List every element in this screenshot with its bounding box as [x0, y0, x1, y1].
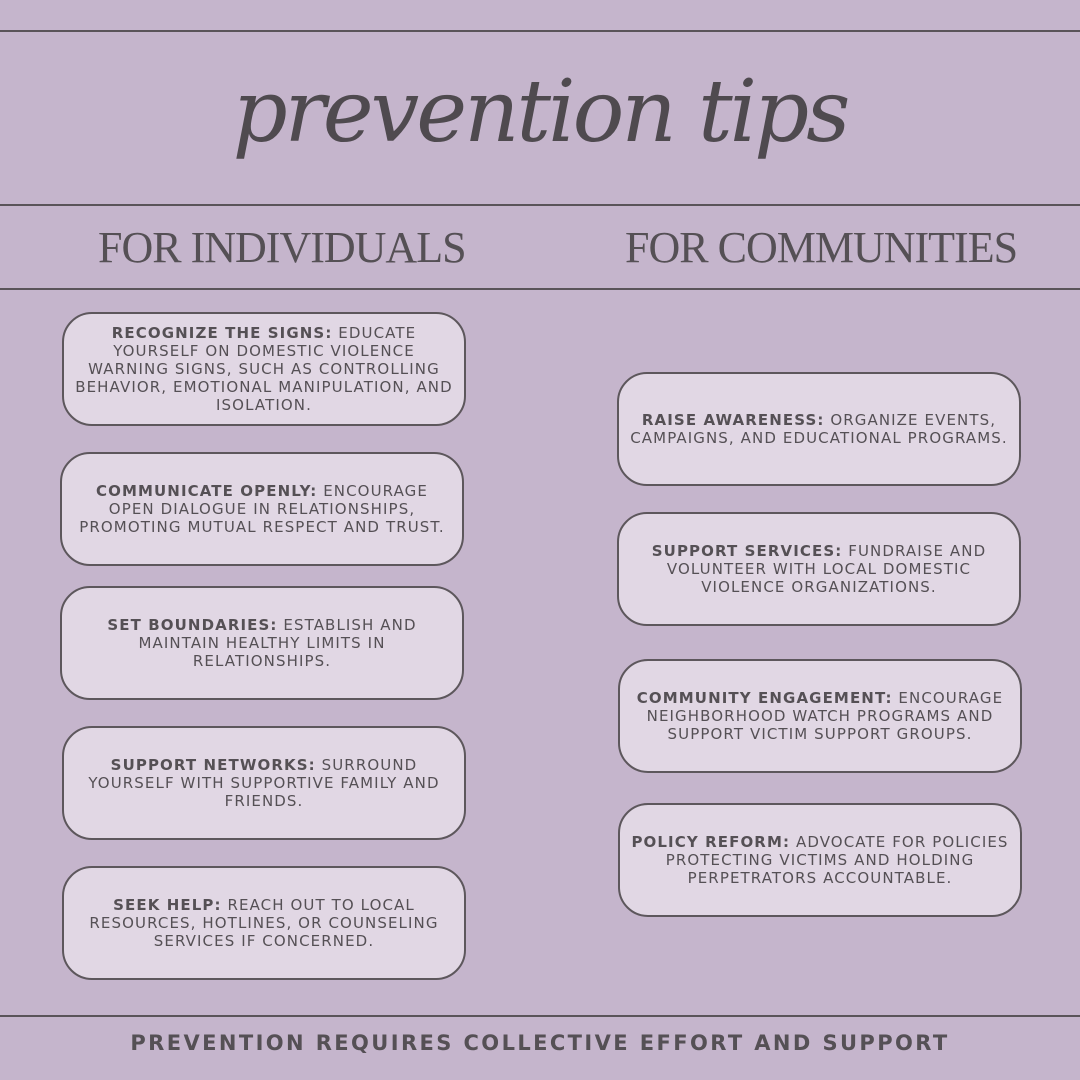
tip-card-seek-help	[62, 866, 466, 980]
tip-card-key: SUPPORT SERVICES:	[651, 542, 843, 560]
tip-card-community-engagement	[618, 659, 1022, 773]
individuals-heading: FOR INDIVIDUALS	[98, 223, 466, 272]
title-divider	[0, 204, 1080, 206]
tip-card-body: ENCOURAGE NEIGHBORHOOD WATCH PROGRAMS AND SUPPORT VICTIM SUPPORT GROUPS.	[646, 689, 1004, 743]
tip-card-raise-awareness	[617, 372, 1021, 486]
heading-divider	[0, 288, 1080, 290]
tip-card-text	[72, 616, 452, 670]
tip-card-text	[74, 896, 454, 950]
tip-card-body: EDUCATE YOURSELF ON DOMESTIC VIOLENCE WARNING SIGNS, SUCH AS CONTROLLING BEHAVIOR, EMOTIONAL MANIPULATION, AND ISOLATION.	[75, 324, 453, 414]
tip-card-key: RAISE AWARENESS:	[641, 411, 825, 429]
tip-card-key: POLICY REFORM:	[631, 833, 791, 851]
tip-card-text	[630, 833, 1010, 887]
page-title: prevention tips	[232, 62, 848, 162]
tip-card-text	[74, 756, 454, 810]
tip-card-support-services	[617, 512, 1021, 626]
tip-card-body: ORGANIZE EVENTS, CAMPAIGNS, AND EDUCATIONAL PROGRAMS.	[630, 411, 1008, 447]
tip-card-body: ENCOURAGE OPEN DIALOGUE IN RELATIONSHIPS, PROMOTING MUTUAL RESPECT AND TRUST.	[79, 482, 445, 536]
footer-tagline: PREVENTION REQUIRES COLLECTIVE EFFORT AND SUPPORT	[130, 1031, 950, 1055]
tip-card-communicate-openly	[60, 452, 464, 566]
tip-card-text	[629, 542, 1009, 596]
tip-card-text	[629, 411, 1009, 447]
tip-card-support-networks	[62, 726, 466, 840]
tip-card-body: ADVOCATE FOR POLICIES PROTECTING VICTIMS AND HOLDING PERPETRATORS ACCOUNTABLE.	[665, 833, 1009, 887]
tip-card-text	[74, 324, 454, 414]
tip-card-policy-reform	[618, 803, 1022, 917]
tip-card-key: SUPPORT NETWORKS:	[110, 756, 316, 774]
tip-card-body: REACH OUT TO LOCAL RESOURCES, HOTLINES, OR COUNSELING SERVICES IF CONCERNED.	[89, 896, 439, 950]
tip-card-set-boundaries	[60, 586, 464, 700]
tip-card-text	[72, 482, 452, 536]
footer-divider	[0, 1015, 1080, 1017]
tip-card-key: SET BOUNDARIES:	[107, 616, 278, 634]
tip-card-recognize-signs	[62, 312, 466, 426]
tip-card-body: ESTABLISH AND MAINTAIN HEALTHY LIMITS IN RELATIONSHIPS.	[138, 616, 417, 670]
tip-card-key: COMMUNITY ENGAGEMENT:	[636, 689, 893, 707]
top-divider	[0, 30, 1080, 32]
tip-card-body: FUNDRAISE AND VOLUNTEER WITH LOCAL DOMESTIC VIOLENCE ORGANIZATIONS.	[666, 542, 987, 596]
tip-card-body: SURROUND YOURSELF WITH SUPPORTIVE FAMILY AND FRIENDS.	[88, 756, 440, 810]
tip-card-key: RECOGNIZE THE SIGNS:	[111, 324, 333, 342]
communities-heading: FOR COMMUNITIES	[625, 223, 1018, 272]
tip-card-key: COMMUNICATE OPENLY:	[96, 482, 318, 500]
tip-card-key: SEEK HELP:	[113, 896, 222, 914]
tip-card-text	[630, 689, 1010, 743]
